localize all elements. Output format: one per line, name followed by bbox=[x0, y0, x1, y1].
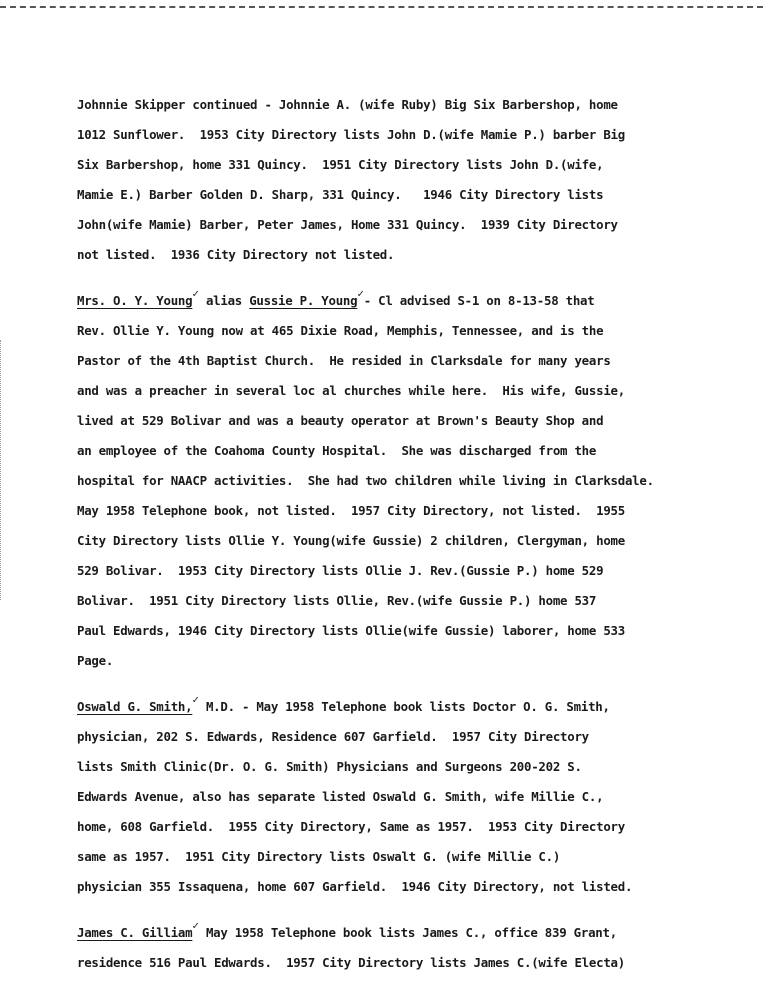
text-line: May 1958 Telephone book, not listed. 1957 City Directory, not listed. 1955 bbox=[77, 503, 625, 518]
page-top-border bbox=[0, 0, 763, 8]
handwritten-check-mark: ✓ bbox=[357, 287, 364, 300]
handwritten-check-mark: ✓ bbox=[192, 287, 199, 300]
typed-document bbox=[77, 90, 747, 994]
paragraph-gilliam bbox=[77, 918, 747, 978]
text-line-heading bbox=[77, 286, 747, 316]
text-line: lived at 529 Bolivar and was a beauty operator at Brown's Beauty Shop and bbox=[77, 413, 604, 428]
text-line: lists Smith Clinic(Dr. O. G. Smith) Physicians and Surgeons 200-202 S. bbox=[77, 759, 582, 774]
text-line: hospital for NAACP activities. She had two children while living in Clarksdale. bbox=[77, 473, 654, 488]
subject-name-underlined: James C. Gilliam bbox=[77, 925, 193, 940]
text-line: physician 355 Issaquena, home 607 Garfield. 1946 City Directory, not listed. bbox=[77, 879, 633, 894]
subject-name-underlined: Oswald G. Smith, bbox=[77, 699, 193, 714]
text-line: and was a preacher in several loc al churches while here. His wife, Gussie, bbox=[77, 383, 625, 398]
text-line: Johnnie Skipper continued - Johnnie A. (wife Ruby) Big Six Barbershop, home bbox=[77, 97, 618, 112]
text-line: 1012 Sunflower. 1953 City Directory lists John D.(wife Mamie P.) barber Big bbox=[77, 127, 625, 142]
alias-name-underlined: Gussie P. Young bbox=[249, 293, 358, 308]
handwritten-check-mark: ✓ bbox=[192, 919, 199, 932]
alias-text: alias bbox=[198, 293, 250, 308]
paragraph-johnnie-skipper bbox=[77, 90, 747, 270]
heading-rest: - Cl advised S-1 on 8-13-58 that bbox=[363, 293, 595, 308]
handwritten-check-mark: ✓ bbox=[192, 693, 199, 706]
paragraph-young bbox=[77, 286, 747, 676]
text-line: physician, 202 S. Edwards, Residence 607 Garfield. 1957 City Directory bbox=[77, 729, 589, 744]
text-line: an employee of the Coahoma County Hospital. She was discharged from the bbox=[77, 443, 597, 458]
subject-name-underlined: Mrs. O. Y. Young bbox=[77, 293, 193, 308]
text-line-heading bbox=[77, 692, 747, 722]
text-line: Bolivar. 1951 City Directory lists Ollie, Rev.(wife Gussie P.) home 537 bbox=[77, 593, 597, 608]
text-line: City Directory lists Ollie Y. Young(wife Gussie) 2 children, Clergyman, home bbox=[77, 533, 625, 548]
heading-rest: M.D. - May 1958 Telephone book lists Doctor O. G. Smith, bbox=[198, 699, 610, 714]
text-line: Edwards Avenue, also has separate listed Oswald G. Smith, wife Millie C., bbox=[77, 789, 604, 804]
text-line: Paul Edwards, 1946 City Directory lists Ollie(wife Gussie) laborer, home 533 bbox=[77, 623, 625, 638]
heading-rest: May 1958 Telephone book lists James C., office 839 Grant, bbox=[198, 925, 617, 940]
text-line-heading bbox=[77, 918, 747, 948]
text-line: residence 516 Paul Edwards. 1957 City Directory lists James C.(wife Electa) bbox=[77, 955, 625, 970]
text-line: Rev. Ollie Y. Young now at 465 Dixie Road, Memphis, Tennessee, and is the bbox=[77, 323, 604, 338]
text-line: Page. bbox=[77, 653, 114, 668]
text-line: Mamie E.) Barber Golden D. Sharp, 331 Quincy. 1946 City Directory lists bbox=[77, 187, 604, 202]
text-line: John(wife Mamie) Barber, Peter James, Home 331 Quincy. 1939 City Directory bbox=[77, 217, 618, 232]
page-edge-mark bbox=[0, 340, 4, 600]
paragraph-smith bbox=[77, 692, 747, 902]
text-line: same as 1957. 1951 City Directory lists Oswalt G. (wife Millie C.) bbox=[77, 849, 561, 864]
text-line: not listed. 1936 City Directory not listed. bbox=[77, 247, 395, 262]
text-line: home, 608 Garfield. 1955 City Directory, Same as 1957. 1953 City Directory bbox=[77, 819, 625, 834]
text-line: 529 Bolivar. 1953 City Directory lists Ollie J. Rev.(Gussie P.) home 529 bbox=[77, 563, 604, 578]
text-line: Six Barbershop, home 331 Quincy. 1951 City Directory lists John D.(wife, bbox=[77, 157, 604, 172]
text-line: Pastor of the 4th Baptist Church. He resided in Clarksdale for many years bbox=[77, 353, 611, 368]
